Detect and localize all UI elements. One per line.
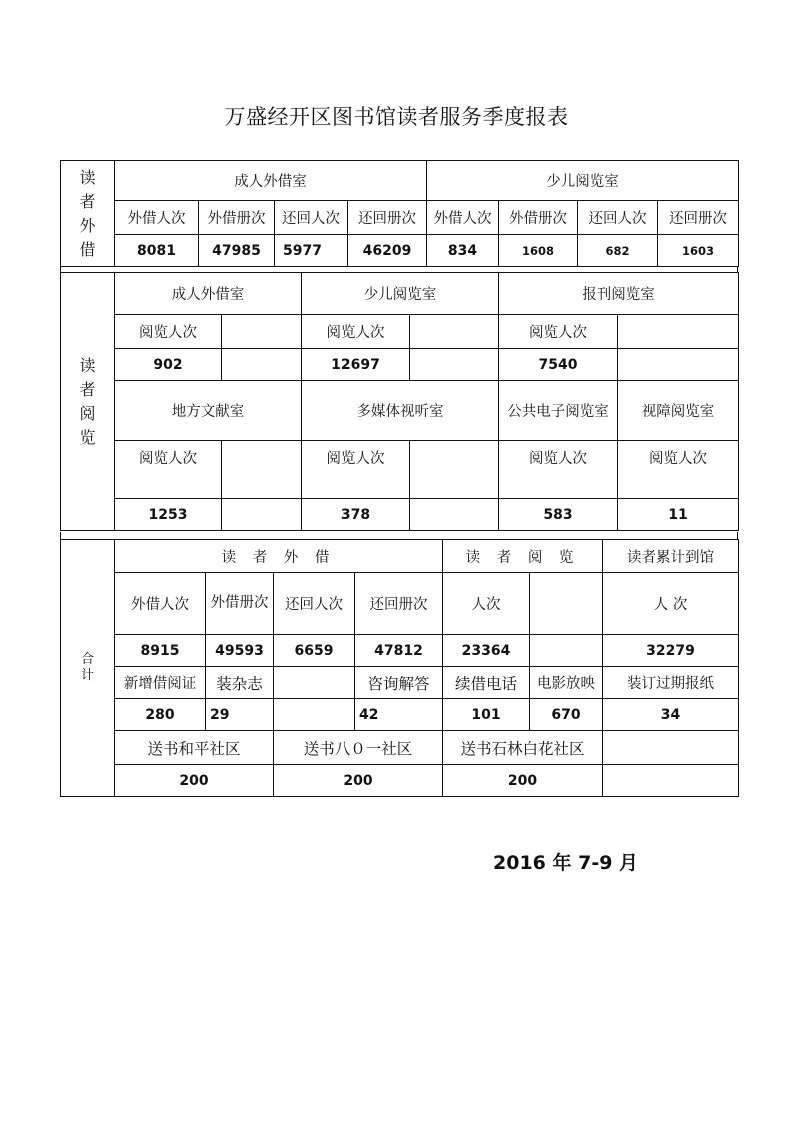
service-label: 装订过期报纸 [603, 667, 739, 699]
periodical-room-header: 报刊阅览室 [499, 273, 739, 315]
section-gap [60, 532, 738, 539]
local-docs-room-header: 地方文献室 [115, 381, 302, 441]
value-cell: 29 [206, 699, 274, 731]
value-cell: 46209 [348, 235, 427, 267]
lending-side-label: 读 者 外 借 [61, 161, 115, 267]
value-cell: 834 [427, 235, 499, 267]
visually-impaired-room-header: 视障阅览室 [618, 381, 739, 441]
value-cell: 200 [274, 765, 443, 797]
children-room-header: 少儿阅览室 [302, 273, 499, 315]
adult-room-header: 成人外借室 [115, 273, 302, 315]
value-cell: 1603 [658, 235, 739, 267]
e-reading-room-header: 公共电子阅览室 [499, 381, 618, 441]
value-cell: 670 [530, 699, 603, 731]
value-cell: 101 [443, 699, 530, 731]
value-cell: 1253 [115, 499, 222, 531]
value-cell: 280 [115, 699, 206, 731]
col-header: 外借册次 [206, 573, 274, 635]
value-cell: 902 [115, 349, 222, 381]
value-cell: 7540 [499, 349, 618, 381]
col-header: 还回册次 [658, 201, 739, 235]
value-cell: 23364 [443, 635, 530, 667]
value-cell: 583 [499, 499, 618, 531]
value-cell: 200 [443, 765, 603, 797]
value-cell: 11 [618, 499, 739, 531]
service-label: 咨询解答 [355, 667, 443, 699]
value-cell: 6659 [274, 635, 355, 667]
multimedia-room-header: 多媒体视听室 [302, 381, 499, 441]
col-header: 外借人次 [115, 201, 199, 235]
col-header: 外借人次 [115, 573, 206, 635]
col-header: 阅览人次 [618, 441, 739, 499]
value-cell: 8915 [115, 635, 206, 667]
value-cell: 1608 [499, 235, 578, 267]
col-header: 还回册次 [348, 201, 427, 235]
value-cell: 200 [115, 765, 274, 797]
value-cell: 42 [355, 699, 443, 731]
service-label: 新增借阅证 [115, 667, 206, 699]
totals-lending-header: 读 者 外 借 [115, 540, 443, 573]
value-cell: 5977 [275, 235, 348, 267]
totals-reading-header: 读 者 阅 览 [443, 540, 603, 573]
delivery-label: 送书石林白花社区 [443, 731, 603, 765]
col-header: 还回人次 [274, 573, 355, 635]
value-cell: 49593 [206, 635, 274, 667]
value-cell: 12697 [302, 349, 410, 381]
value-cell: 378 [302, 499, 410, 531]
col-header: 人次 [443, 573, 530, 635]
col-header: 人 次 [603, 573, 739, 635]
value-cell: 32279 [603, 635, 739, 667]
delivery-label: 送书和平社区 [115, 731, 274, 765]
col-header: 外借册次 [199, 201, 275, 235]
reading-side-label: 读 者 阅 览 [61, 273, 115, 531]
children-room-header: 少儿阅览室 [427, 161, 739, 201]
value-cell: 47812 [355, 635, 443, 667]
totals-table [60, 539, 739, 797]
service-label: 装杂志 [206, 667, 274, 699]
reading-table [60, 272, 739, 531]
delivery-label: 送书八０一社区 [274, 731, 443, 765]
value-cell: 47985 [199, 235, 275, 267]
col-header: 阅览人次 [115, 315, 222, 349]
adult-room-header: 成人外借室 [115, 161, 427, 201]
col-header: 阅览人次 [115, 441, 222, 499]
lending-table [60, 160, 739, 267]
col-header: 外借人次 [427, 201, 499, 235]
value-cell: 8081 [115, 235, 199, 267]
col-header: 外借册次 [499, 201, 578, 235]
col-header: 阅览人次 [302, 315, 410, 349]
col-header: 还回册次 [355, 573, 443, 635]
col-header: 还回人次 [275, 201, 348, 235]
col-header: 阅览人次 [499, 441, 618, 499]
col-header: 阅览人次 [302, 441, 410, 499]
totals-visits-header: 读者累计到馆 [603, 540, 739, 573]
report-period: 2016 年 7-9 月 [493, 852, 639, 874]
value-cell: 682 [578, 235, 658, 267]
col-header: 阅览人次 [499, 315, 618, 349]
col-header: 还回人次 [578, 201, 658, 235]
totals-side-label: 合 计 [61, 540, 115, 797]
value-cell: 34 [603, 699, 739, 731]
report-title: 万盛经开区图书馆读者服务季度报表 [224, 105, 569, 129]
service-label: 续借电话 [443, 667, 530, 699]
service-label: 电影放映 [530, 667, 603, 699]
